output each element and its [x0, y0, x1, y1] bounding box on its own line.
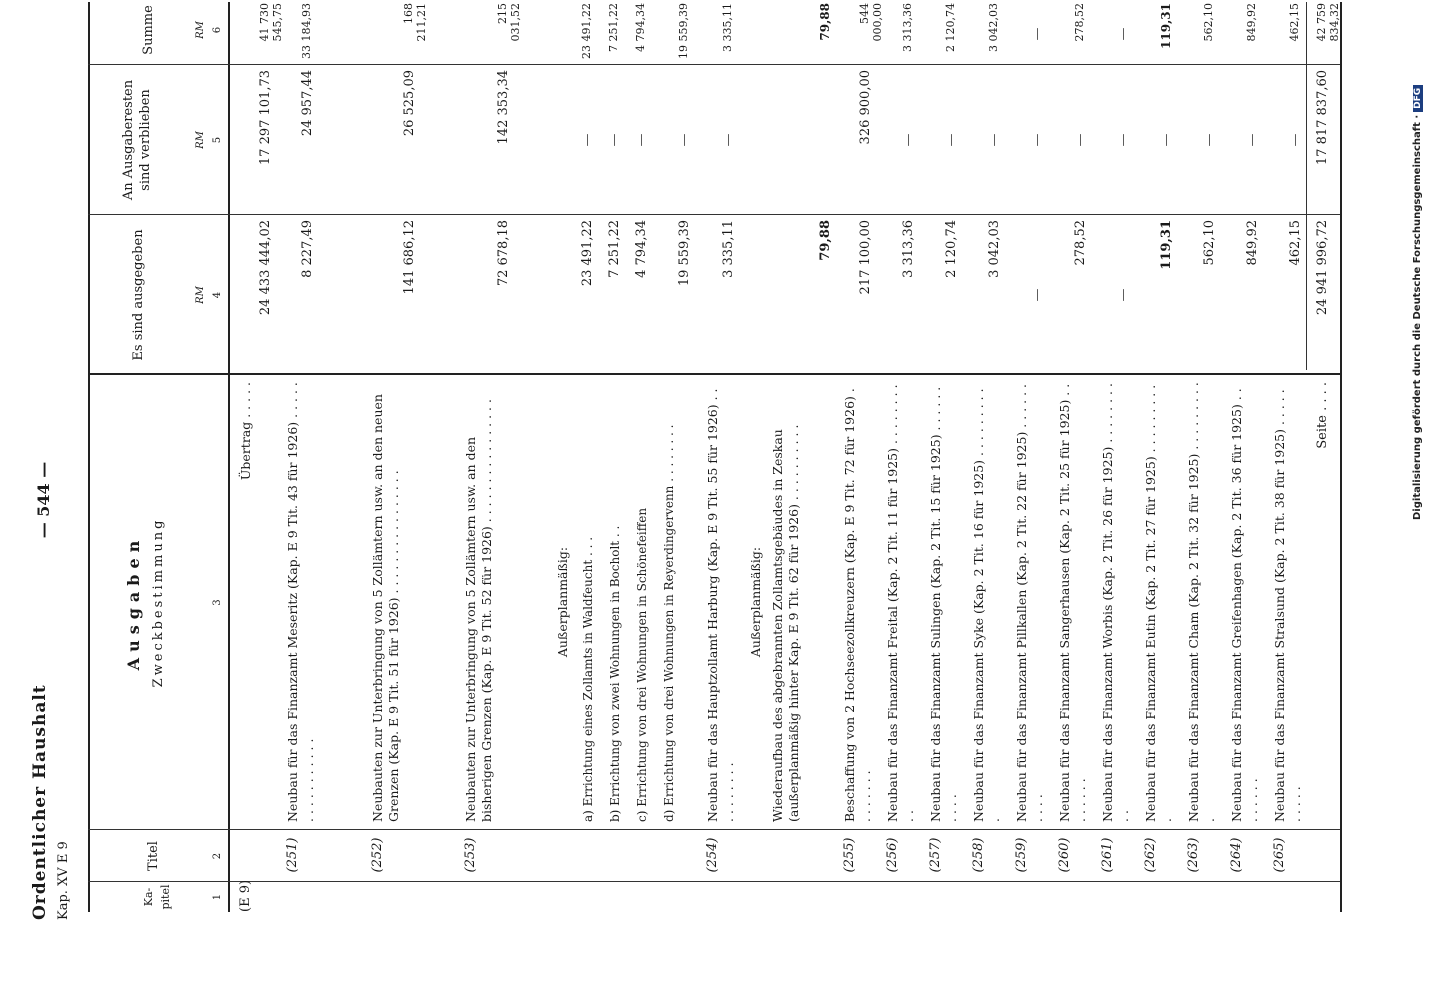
row-19-titel: (262): [1143, 837, 1158, 873]
row-0-desc: Übertrag . . . . .: [238, 382, 253, 481]
col-number-2: 2: [212, 852, 223, 860]
col-header-kapitel: Ka-pitel: [142, 884, 172, 910]
row-5-rest: —: [580, 133, 595, 147]
table-top-rule: [88, 2, 90, 912]
row-5-ausgegeben: 23 491,22: [580, 220, 595, 287]
row-3-rest: 142 353,34: [496, 70, 511, 145]
row-9-titel: (254): [705, 837, 720, 873]
page-title: Ordentlicher Haushalt: [30, 684, 50, 920]
row-4-desc: Außerplanmäßig:: [555, 546, 570, 658]
row-18-summe: —: [1116, 27, 1131, 41]
row-1-desc: Neubau für das Finanzamt Meseritz (Kap. E 9 Tit. 43 für 1926) . . . . . . . . . . . . . . . .: [285, 382, 316, 822]
row-13-rest: —: [901, 133, 916, 147]
row-1-ausgegeben: 8 227,49: [300, 220, 315, 278]
row-8-desc: d) Errichtung von drei Wohnungen in Reyerdingervenn . . . . . . . .: [662, 424, 676, 822]
col-header-ausgaberesten: An Ausgaberesten sind verblieben: [121, 79, 153, 201]
row-1-rest: 24 957,44: [300, 70, 315, 137]
row-3-summe: 215 031,52: [496, 3, 522, 42]
row-13-summe: 3 313,36: [901, 3, 914, 52]
total-rest: 17 817 837,60: [1315, 70, 1330, 166]
row-18-ausgegeben: —: [1116, 288, 1131, 302]
currency-label-6: RM: [195, 21, 206, 39]
row-15-titel: (258): [971, 837, 986, 873]
row-12-rest: 326 900,00: [858, 70, 873, 145]
row-2-titel: (252): [370, 837, 385, 873]
row-8-ausgegeben: 19 559,39: [677, 220, 692, 287]
row-16-ausgegeben: —: [1030, 288, 1045, 302]
row-20-titel: (263): [1186, 837, 1201, 873]
row-18-desc: Neubau für das Finanzamt Worbis (Kap. 2 Tit. 26 für 1925) . . . . . . . . . .: [1100, 383, 1131, 822]
col-number-4: 4: [212, 291, 223, 299]
row-22-desc: Neubau für das Finanzamt Stralsund (Kap. 2 Tit. 38 für 1925) . . . . . . . . . .: [1272, 389, 1303, 822]
page-number: — 544 —: [34, 461, 53, 539]
row-2-summe: 168 211,21: [402, 3, 428, 42]
row-19-desc: Neubau für das Finanzamt Eutin (Kap. 2 Tit. 27 für 1925) . . . . . . . . . .: [1143, 384, 1174, 822]
currency-label-5: RM: [195, 131, 206, 149]
total-ausgegeben: 24 941 996,72: [1315, 220, 1330, 316]
row-15-rest: —: [987, 133, 1002, 147]
row-5-desc: a) Errichtung eines Zollamts in Waldfeucht . . .: [581, 536, 595, 822]
dfg-logo-badge: DFG: [1413, 85, 1423, 112]
row-13-ausgegeben: 3 313,36: [901, 220, 916, 278]
col-number-1: 1: [212, 893, 223, 901]
col-header-titel: Titel: [146, 841, 161, 871]
row-16-rest: —: [1030, 133, 1045, 147]
row-21-desc: Neubau für das Finanzamt Greifenhagen (Kap. 2 Tit. 36 für 1925) . . . . . . . .: [1229, 388, 1260, 822]
row-10-desc: Außerplanmäßig:: [748, 546, 763, 658]
row-1-summe: 33 184,93: [300, 3, 313, 59]
row-14-ausgegeben: 2 120,74: [944, 220, 959, 278]
row-2-desc: Neubauten zur Unterbringung von 5 Zollämtern usw. an den neuen Grenzen (Kap. E 9 Tit. 51 für 1926) . . . . . . . . . . . . . . . .: [370, 394, 401, 822]
row-6-desc: b) Errichtung von zwei Wohnungen in Bocholt . .: [608, 525, 622, 822]
col-header-summe: Summe: [141, 5, 156, 55]
col-divider-3: [88, 373, 1340, 375]
row-20-desc: Neubau für das Finanzamt Cham (Kap. 2 Tit. 32 für 1925) . . . . . . . . . .: [1186, 382, 1217, 822]
header-bottom-rule: [228, 2, 230, 912]
row-9-ausgegeben: 3 335,11: [721, 220, 736, 278]
row-11-desc: Wiederaufbau des abgebrannten Zollamtsgebäudes in Zeskau (außerplanmäßig hinter Kap. E 9 Tit. 62 für 1926) . . . . . . . . . .: [770, 424, 801, 822]
row-21-summe: 849,92: [1245, 3, 1258, 42]
col-number-5: 5: [212, 136, 223, 144]
col-header-ausgaben: Ausgaben: [124, 534, 143, 671]
row-9-rest: —: [721, 133, 736, 147]
row-21-titel: (264): [1229, 837, 1244, 873]
row-3-ausgegeben: 72 678,18: [496, 220, 511, 287]
row-12-ausgegeben: 217 100,00: [858, 220, 873, 295]
row-11-summe: 79,88: [818, 3, 832, 41]
row-15-summe: 3 042,03: [987, 3, 1000, 52]
row-11-ausgegeben: 79,88: [818, 220, 833, 261]
row-15-desc: Neubau für das Finanzamt Syke (Kap. 2 Tit. 16 für 1925) . . . . . . . . . .: [971, 388, 1002, 822]
row-14-desc: Neubau für das Finanzamt Sulingen (Kap. 2 Tit. 15 für 1925) . . . . . . . . . .: [928, 386, 959, 822]
row-0-rest: 17 297 101,73: [258, 70, 273, 166]
row-16-desc: Neubau für das Finanzamt Pillkallen (Kap. 2 Tit. 22 für 1925) . . . . . . . . . .: [1014, 383, 1045, 822]
row-1-titel: (251): [285, 837, 300, 873]
row-2-ausgegeben: 141 686,12: [402, 220, 417, 295]
row-0-summe: 41 730 545,75: [258, 3, 284, 42]
row-19-rest: —: [1159, 133, 1174, 147]
row-12-desc: Beschaffung von 2 Hochseezollkreuzern (Kap. E 9 Tit. 72 für 1926) . . . . . . . .: [842, 388, 873, 822]
row-19-summe: 119,31: [1159, 3, 1173, 49]
col-header-ausgegeben: Es sind ausgegeben: [131, 229, 146, 361]
row-0-kapitel: (E 9): [238, 879, 253, 912]
row-20-ausgegeben: 562,10: [1202, 220, 1217, 266]
row-14-summe: 2 120,74: [944, 3, 957, 52]
col-number-6: 6: [212, 26, 223, 34]
total-summe: 42 759 834,32: [1315, 3, 1341, 42]
dfg-watermark-text: Digitalisierung gefördert durch die Deutsche Forschungsgemeinschaft ·: [1412, 114, 1423, 520]
row-13-desc: Neubau für das Finanzamt Freital (Kap. 2 Tit. 11 für 1925) . . . . . . . . . .: [885, 384, 916, 822]
row-22-summe: 462,15: [1288, 3, 1301, 42]
row-21-rest: —: [1245, 133, 1260, 147]
col-divider-1: [88, 881, 1340, 882]
row-7-rest: —: [634, 133, 649, 147]
row-2-rest: 26 525,09: [402, 70, 417, 137]
row-3-titel: (253): [463, 837, 478, 873]
row-20-rest: —: [1202, 133, 1217, 147]
row-7-summe: 4 794,34: [634, 3, 647, 52]
dfg-watermark: [1412, 85, 1423, 520]
row-12-summe: 544 000,00: [858, 3, 884, 42]
row-22-rest: —: [1288, 133, 1303, 147]
row-9-desc: Neubau für das Hauptzollamt Harburg (Kap. E 9 Tit. 55 für 1926) . . . . . . . . . .: [705, 388, 736, 822]
row-22-ausgegeben: 462,15: [1288, 220, 1303, 266]
row-19-ausgegeben: 119,31: [1159, 220, 1174, 270]
row-20-summe: 562,10: [1202, 3, 1215, 42]
row-21-ausgegeben: 849,92: [1245, 220, 1260, 266]
row-9-summe: 3 335,11: [721, 3, 734, 52]
row-17-summe: 278,52: [1073, 3, 1086, 42]
row-7-desc: c) Errichtung von drei Wohnungen in Schönefeiffen: [635, 507, 649, 822]
row-8-summe: 19 559,39: [677, 3, 690, 59]
row-8-rest: —: [677, 133, 692, 147]
col-divider-4: [88, 214, 1340, 215]
col-divider-2: [88, 829, 1340, 830]
row-6-rest: —: [607, 133, 622, 147]
page-subtitle: Kap. XV E 9: [56, 841, 71, 920]
row-17-rest: —: [1073, 133, 1088, 147]
total-label: Seite . . . .: [1315, 382, 1330, 449]
table-bottom-rule: [1340, 2, 1342, 912]
row-17-ausgegeben: 278,52: [1073, 220, 1088, 266]
row-6-ausgegeben: 7 251,22: [607, 220, 622, 278]
row-14-titel: (257): [928, 837, 943, 873]
total-rule: [1306, 2, 1307, 370]
row-17-titel: (260): [1057, 837, 1072, 873]
col-number-3: 3: [212, 599, 223, 606]
row-0-ausgegeben: 24 433 444,02: [258, 220, 273, 316]
row-15-ausgegeben: 3 042,03: [987, 220, 1002, 278]
row-3-desc: Neubauten zur Unterbringung von 5 Zollämtern usw. an den bisherigen Grenzen (Kap. E 9 Tit. 52 für 1926) . . . . . . . . . . . . . . . .: [463, 399, 494, 822]
row-12-titel: (255): [842, 837, 857, 873]
row-7-ausgegeben: 4 794,34: [634, 220, 649, 278]
row-18-rest: —: [1116, 133, 1131, 147]
col-header-zweck: Zweckbestimmung: [151, 517, 166, 688]
row-6-summe: 7 251,22: [607, 3, 620, 52]
row-17-desc: Neubau für das Finanzamt Sangerhausen (Kap. 2 Tit. 25 für 1925) . . . . . . . .: [1057, 383, 1088, 822]
row-13-titel: (256): [885, 837, 900, 873]
row-22-titel: (265): [1272, 837, 1287, 873]
row-16-titel: (259): [1014, 837, 1029, 873]
currency-label-4: RM: [195, 286, 206, 304]
row-16-summe: —: [1030, 27, 1045, 41]
row-5-summe: 23 491,22: [580, 3, 593, 59]
row-18-titel: (261): [1100, 837, 1115, 873]
row-14-rest: —: [944, 133, 959, 147]
